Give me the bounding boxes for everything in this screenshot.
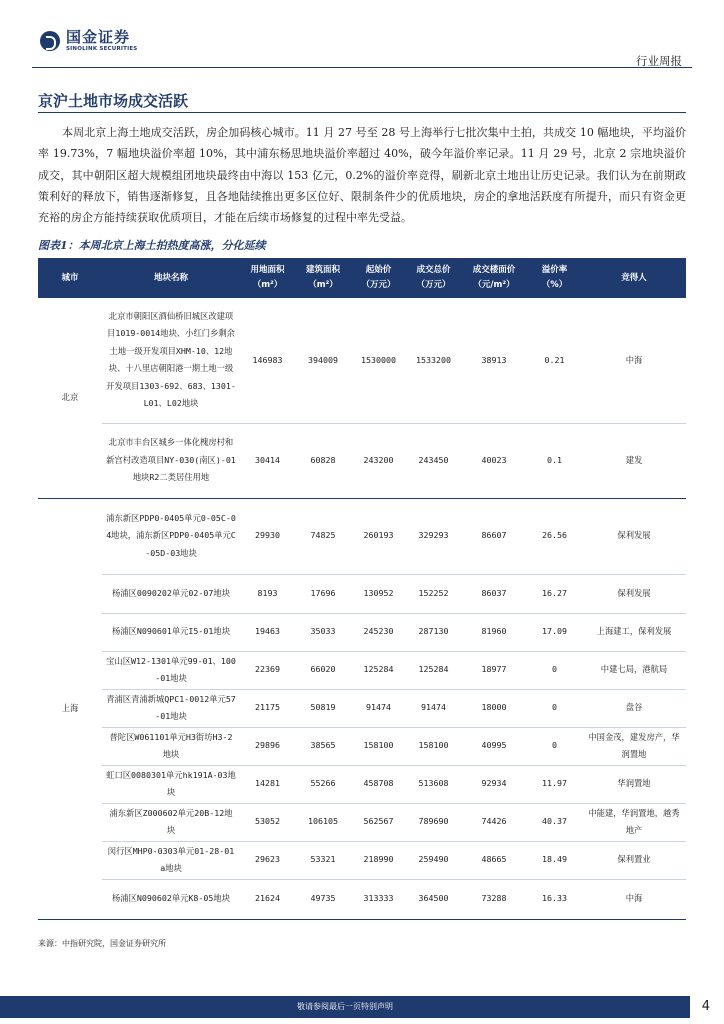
- table-row: [38, 613, 686, 651]
- total-price: 513608: [406, 765, 461, 803]
- header-divider: [32, 67, 692, 68]
- premium-rate: 40.37: [527, 803, 582, 841]
- plot-name: 虹口区0080301单元hk191A-03地块: [102, 765, 240, 803]
- table-row: [38, 765, 686, 803]
- premium-rate: 0: [527, 727, 582, 765]
- logo-name-cn: 国金证券: [66, 27, 131, 46]
- winner: 保利发展: [582, 574, 686, 613]
- total-price: 364500: [406, 879, 461, 919]
- plot-name: 北京市朝阳区酒仙桥旧城区改建项目1019-0014地块、小红门乡剩余土地一级开发项目XHM-10、12地块、十八里店朝阳港一期土地一级开发项目1303-692、683、1301-L01、L02地块: [102, 298, 240, 423]
- floor-price: 48665: [461, 841, 527, 879]
- land-area: 29896: [240, 727, 295, 765]
- body-paragraph: 本周北京上海土地成交活跃，房企加码核心城市。11 月 27 号至 28 号上海举行七批次集中土拍，共成交 10 幅地块，平均溢价率 19.73%，7 幅地块溢价率超 10%，其中浦东杨思地块溢价率超过 40%，破今年溢价率记录。11 月 29 号，北京 2 宗地块溢价成交，其中朝阳区超大规模组团地块最终由中海以 153 亿元，0.2%的溢价率竞得，刷新北京土地出让历史记录。我们认为在前期政策利好的释放下，销售逐渐修复，且各地陆续推出更多区位好、限制条件少的优质地块，房企的拿地活跃度有所提升，而只有资金更充裕的房企方能持续获取优质项目，才能在后续市场修复的过程中率先受益。: [38, 126, 686, 225]
- figure-title: 图表1：本周北京上海土拍热度高涨，分化延续: [38, 239, 266, 252]
- premium-rate: 16.33: [527, 879, 582, 919]
- plot-name: 青浦区青浦新城QPC1-0012单元57-01地块: [102, 689, 240, 727]
- land-area: 29930: [240, 498, 295, 574]
- start-price: 130952: [351, 574, 406, 613]
- build-area: 106105: [295, 803, 351, 841]
- land-auction-table: [38, 258, 686, 920]
- floor-price: 86607: [461, 498, 527, 574]
- plot-name: 普陀区W061101单元H3街坊H3-2地块: [102, 727, 240, 765]
- floor-price: 18977: [461, 651, 527, 689]
- table-row: [38, 574, 686, 613]
- premium-rate: 11.97: [527, 765, 582, 803]
- header-floor-price: 成交楼面价 （元/m²）: [461, 258, 527, 298]
- floor-price: 92934: [461, 765, 527, 803]
- winner: 盘谷: [582, 689, 686, 727]
- premium-rate: 0: [527, 651, 582, 689]
- winner: 上海建工，保利发展: [582, 613, 686, 651]
- land-area: 21175: [240, 689, 295, 727]
- winner: 保利发展: [582, 498, 686, 574]
- start-price: 260193: [351, 498, 406, 574]
- floor-price: 73288: [461, 879, 527, 919]
- total-price: 329293: [406, 498, 461, 574]
- build-area: 55266: [295, 765, 351, 803]
- plot-name: 杨浦区N090601单元I5-01地块: [102, 613, 240, 651]
- floor-price: 86037: [461, 574, 527, 613]
- plot-name: 杨浦区N090602单元K8-05地块: [102, 879, 240, 919]
- land-area: 22369: [240, 651, 295, 689]
- start-price: 125284: [351, 651, 406, 689]
- header-name: 地块名称: [102, 258, 240, 298]
- winner: 华润置地: [582, 765, 686, 803]
- footer-disclaimer: 敬请参阅最后一页特别声明: [297, 1002, 393, 1011]
- land-area: 21624: [240, 879, 295, 919]
- floor-price: 18000: [461, 689, 527, 727]
- table-row: [38, 727, 686, 765]
- plot-name: 北京市丰台区城乡一体化槐房村和新宫村改造项目NY-030(南区)-01地块R2二类居住用地: [102, 423, 240, 498]
- plot-name: 浦东新区PDP0-0405单元0-05C-04地块，浦东新区PDP0-0405单元C-05D-03地块: [102, 498, 240, 574]
- floor-price: 40023: [461, 423, 527, 498]
- build-area: 60828: [295, 423, 351, 498]
- build-area: 66020: [295, 651, 351, 689]
- winner: 保利置业: [582, 841, 686, 879]
- land-area: 30414: [240, 423, 295, 498]
- winner: 中能建，华润置地，越秀地产: [582, 803, 686, 841]
- header-winner: 竞得人: [582, 258, 686, 298]
- premium-rate: 0: [527, 689, 582, 727]
- total-price: 287130: [406, 613, 461, 651]
- start-price: 243200: [351, 423, 406, 498]
- table-row: [38, 841, 686, 879]
- total-price: 158100: [406, 727, 461, 765]
- table-row: [38, 803, 686, 841]
- start-price: 562567: [351, 803, 406, 841]
- build-area: 17696: [295, 574, 351, 613]
- build-area: 50819: [295, 689, 351, 727]
- start-price: 313333: [351, 879, 406, 919]
- land-area: 8193: [240, 574, 295, 613]
- city-cell-shanghai: 上海: [38, 498, 102, 919]
- floor-price: 74426: [461, 803, 527, 841]
- total-price: 789690: [406, 803, 461, 841]
- premium-rate: 17.09: [527, 613, 582, 651]
- table-row: [38, 651, 686, 689]
- header-city: 城市: [38, 258, 102, 298]
- start-price: 458708: [351, 765, 406, 803]
- company-logo: [40, 27, 138, 52]
- page-number: 4: [701, 999, 710, 1014]
- start-price: 158100: [351, 727, 406, 765]
- build-area: 74825: [295, 498, 351, 574]
- total-price: 243450: [406, 423, 461, 498]
- build-area: 49735: [295, 879, 351, 919]
- build-area: 53321: [295, 841, 351, 879]
- land-area: 14281: [240, 765, 295, 803]
- header-build-area: 建筑面积 （m²）: [295, 258, 351, 298]
- logo-name-en: SINOLINK SECURITIES: [66, 45, 138, 52]
- build-area: 394009: [295, 298, 351, 423]
- plot-name: 闵行区MHP0-0303单元01-28-01a地块: [102, 841, 240, 879]
- source-note: 来源：中指研究院，国金证券研究所: [38, 939, 166, 948]
- build-area: 35033: [295, 613, 351, 651]
- header-land-area: 用地面积 （m²）: [240, 258, 295, 298]
- premium-rate: 26.56: [527, 498, 582, 574]
- premium-rate: 16.27: [527, 574, 582, 613]
- winner: 中海: [582, 298, 686, 423]
- floor-price: 81960: [461, 613, 527, 651]
- section-divider: [38, 112, 686, 113]
- winner: 中海: [582, 879, 686, 919]
- total-price: 152252: [406, 574, 461, 613]
- table-row: [38, 498, 686, 574]
- land-area: 146983: [240, 298, 295, 423]
- winner: 中建七局，港航局: [582, 651, 686, 689]
- premium-rate: 18.49: [527, 841, 582, 879]
- table-row: [38, 689, 686, 727]
- logo-icon: [40, 31, 60, 51]
- header-premium: 溢价率 （%）: [527, 258, 582, 298]
- total-price: 91474: [406, 689, 461, 727]
- city-cell-beijing: 北京: [38, 298, 102, 498]
- premium-rate: 0.21: [527, 298, 582, 423]
- build-area: 38565: [295, 727, 351, 765]
- header-start-price: 起始价 （万元）: [351, 258, 406, 298]
- start-price: 245230: [351, 613, 406, 651]
- winner: 建发: [582, 423, 686, 498]
- header-total-price: 成交总价 （万元）: [406, 258, 461, 298]
- plot-name: 杨浦区0090202单元02-07地块: [102, 574, 240, 613]
- plot-name: 宝山区W12-1301单元99-01、100-01地块: [102, 651, 240, 689]
- land-area: 19463: [240, 613, 295, 651]
- total-price: 259490: [406, 841, 461, 879]
- start-price: 218990: [351, 841, 406, 879]
- land-area: 29623: [240, 841, 295, 879]
- total-price: 1533200: [406, 298, 461, 423]
- floor-price: 40995: [461, 727, 527, 765]
- floor-price: 38913: [461, 298, 527, 423]
- report-type-label: 行业周报: [636, 54, 682, 68]
- winner: 中国金茂，建发房产，华润置地: [582, 727, 686, 765]
- table-row: [38, 298, 686, 423]
- start-price: 91474: [351, 689, 406, 727]
- table-row: [38, 423, 686, 498]
- land-area: 53052: [240, 803, 295, 841]
- table-row: [38, 879, 686, 919]
- table-header-row: [38, 258, 686, 298]
- plot-name: 浦东新区Z000602单元20B-12地块: [102, 803, 240, 841]
- total-price: 125284: [406, 651, 461, 689]
- start-price: 1530000: [351, 298, 406, 423]
- section-title: 京沪土地市场成交活跃: [38, 92, 189, 110]
- premium-rate: 0.1: [527, 423, 582, 498]
